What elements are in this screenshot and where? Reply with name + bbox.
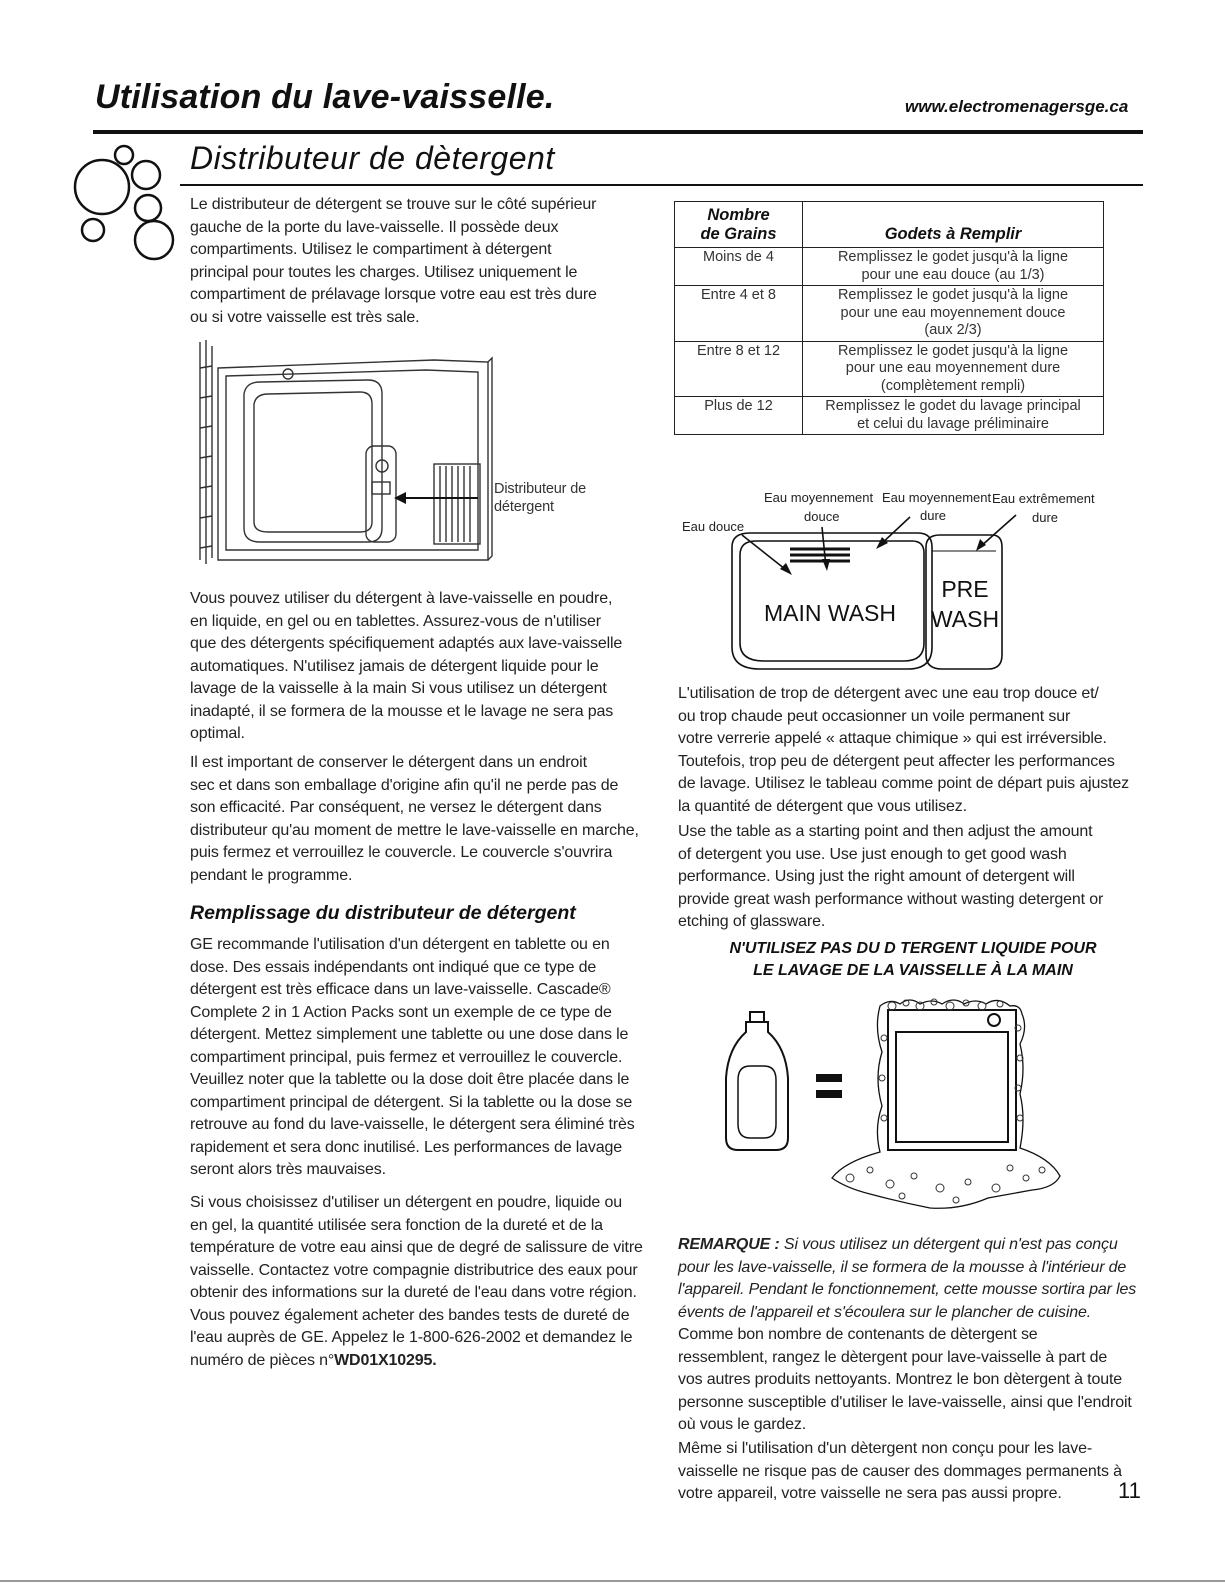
english-paragraph xyxy=(678,821,1103,934)
storage-paragraph xyxy=(190,752,639,887)
text-line: la quantité de détergent que vous utilisez. xyxy=(678,797,967,815)
overdose-paragraph xyxy=(678,683,1129,818)
text-line: compartiment de prélavage lorsque votre eau est très dure xyxy=(190,286,597,303)
text-line: automatiques. N'utilisez jamais de détergent liquide pour le xyxy=(190,657,599,675)
text-line: Vous pouvez également acheter des bandes tests de dureté de xyxy=(190,1306,630,1324)
text-line: etching of glassware. xyxy=(678,913,826,930)
cleanliness-paragraph xyxy=(678,1438,1122,1506)
page-title: Utilisation du lave-vaisselle. xyxy=(95,78,555,116)
text-line: vaisselle ne risque pas de causer des dommages permanents à xyxy=(678,1462,1122,1480)
recommendation-paragraph xyxy=(190,934,635,1182)
text-line: détergent est très efficace dans un lave-vaisselle. Cascade® xyxy=(190,981,611,998)
text-line: seront alors très mauvaises. xyxy=(190,1161,386,1178)
label-moy-douce-1: Eau moyennement xyxy=(764,490,874,505)
bottom-edge xyxy=(0,1580,1225,1582)
note-paragraph: REMARQUE : Si vous utilisez un détergent qui n'est pas conçu pour les lave-vaisselle, il se formera de la mousse à l'intérieur de l'appareil. Pendant le fonctionnement, cette mousse sortira par les évents de l'appareil et s'écoulera sur le plancher de cuisine. xyxy=(678,1234,1136,1324)
label-extreme-1: Eau extrêmement xyxy=(992,491,1095,506)
dispenser-cups-diagram xyxy=(680,487,1110,677)
text-line: compartiments. Utilisez le compartiment à détergent xyxy=(190,241,552,258)
text-line: Use the table as a starting point and then adjust the amount xyxy=(678,823,1093,840)
text-line: votre appareil, votre vaisselle ne sera pas aussi propre. xyxy=(678,1485,1062,1502)
section-rule xyxy=(180,184,1143,186)
part-number: WD01X10295. xyxy=(334,1351,437,1369)
table-row: Plus de 12 Remplissez le godet du lavage principal et celui du lavage préliminaire xyxy=(675,397,1104,435)
text-line: Veuillez noter que la tablette ou la dose doit être placée dans le xyxy=(190,1071,630,1088)
header-rule xyxy=(93,130,1143,134)
text-line: Comme bon nombre de contenants de dètergent se xyxy=(678,1326,1038,1343)
text-line: évents de l'appareil et s'écoulera sur le plancher de cuisine. xyxy=(678,1303,1092,1321)
text-line: Le distributeur de détergent se trouve sur le côté supérieur xyxy=(190,196,597,213)
text-line: inadapté, il se formera de la mousse et le lavage ne sera pas xyxy=(190,702,614,720)
text-line: Toutefois, trop peu de détergent peut affecter les performances xyxy=(678,752,1115,770)
dispenser-label: Distributeur de détergent xyxy=(494,481,587,515)
text-line: obtenir des informations sur la dureté de l'eau dans votre région. xyxy=(190,1284,637,1301)
label-wash: WASH xyxy=(930,606,1000,632)
text-line: compartiment principal de détergent. Si la tablette ou la dose se xyxy=(190,1093,633,1111)
text-line: compartiment principal, puis fermez et verrouillez le couvercle. xyxy=(190,1048,623,1066)
label-pre: PRE xyxy=(941,576,989,602)
warning-heading: N'UTILISEZ PAS DU D TERGENT LIQUIDE POUR LE LAVAGE DE LA VAISSELLE À LA MAIN xyxy=(729,940,1097,979)
website-url[interactable]: www.electromenagersge.ca xyxy=(905,97,1129,116)
text-line: rapidement et sera donc inutilisé. Les performances de lavage xyxy=(190,1138,622,1156)
intro-paragraph xyxy=(190,194,597,329)
text-line: optimal. xyxy=(190,725,245,742)
label-extreme-2: dure xyxy=(1032,510,1059,525)
text-line: de lavage. Utilisez le tableau comme point de départ puis ajustez xyxy=(678,775,1129,792)
label-moy-douce-2: douce xyxy=(804,509,840,524)
note-label: REMARQUE : xyxy=(678,1236,780,1253)
col-header-cups: Godets à Remplir xyxy=(803,202,1104,248)
text-line: puis fermez et verrouillez le couvercle. Le couvercle s'ouvrira xyxy=(190,844,613,861)
text-line: en liquide, en gel ou en tablettes. Assurez-vous de n'utiliser xyxy=(190,612,601,630)
text-line: détergent. Mettez simplement une tablette ou une dose dans le xyxy=(190,1026,629,1043)
label-moy-dure-2: dure xyxy=(920,508,947,523)
text-line: ressemblent, rangez le dètergent pour lave-vaisselle à part de xyxy=(678,1348,1108,1366)
text-line: principal pour toutes les charges. Utilisez uniquement le xyxy=(190,263,578,281)
text-line: personne susceptible d'utiliser le lave-vaisselle, ainsi que l'endroit xyxy=(678,1393,1132,1411)
text-line: of detergent you use. Use just enough to get good wash xyxy=(678,845,1067,863)
table-row: Moins de 4 Remplissez le godet jusqu'à la ligne pour une eau douce (au 1/3) xyxy=(675,248,1104,286)
col-header-grains: Nombre de Grains xyxy=(675,202,803,248)
text-line: pour les lave-vaisselle, il se formera de la mousse à l'intérieur de xyxy=(678,1258,1127,1276)
text-line: que des détergents spécifiquement adaptés aux lave-vaisselle xyxy=(190,635,623,652)
text-line: Vous pouvez utiliser du détergent à lave-vaisselle en poudre, xyxy=(190,590,613,607)
water-hardness-paragraph xyxy=(190,1192,643,1372)
text-line: dose. Des essais indépendants ont indiqué que ce type de xyxy=(190,958,597,976)
text-line: lavage de la vaisselle à la main Si vous utilisez un détergent xyxy=(190,680,607,697)
text-line: provide great wash performance without wasting detergent or xyxy=(678,890,1104,908)
dishwasher-door-illustration xyxy=(196,338,616,570)
text-line: l'appareil. Pendant le fonctionnement, cette mousse sortira par les xyxy=(678,1281,1137,1298)
text-line: GE recommande l'utilisation d'un détergent en tablette ou en xyxy=(190,936,610,953)
text-line: ou trop chaude peut occasionner un voile permanent sur xyxy=(678,707,1071,725)
text-line: en gel, la quantité utilisée sera fonction de la dureté et de la xyxy=(190,1216,603,1234)
text-line: Il est important de conserver le détergent dans un endroit xyxy=(190,754,587,771)
text-line: son efficacité. Par conséquent, ne versez le détergent dans xyxy=(190,799,602,816)
section-title: Distributeur de dètergent xyxy=(190,140,555,176)
text-line: pendant le programme. xyxy=(190,866,353,884)
table-row: Entre 4 et 8 Remplissez le godet jusqu'à la ligne pour une eau moyennement douce (aux 2/3) xyxy=(675,286,1104,342)
label-moy-dure-1: Eau moyennement xyxy=(882,490,992,505)
text-line: Si vous choisissez d'utiliser un détergent en poudre, liquide ou xyxy=(190,1194,622,1211)
text-line: numéro de pièces n°WD01X10295. xyxy=(190,1351,437,1369)
storage-safety-paragraph xyxy=(678,1324,1132,1437)
text-line: distributeur qu'au moment de mettre le lave-vaisselle en marche, xyxy=(190,821,639,839)
text-line: votre verrerie appelé « attaque chimique » qui est irréversible. xyxy=(678,730,1107,747)
bubbles-icon xyxy=(66,142,186,262)
label-main-wash: MAIN WASH xyxy=(763,600,897,626)
text-line: performance. Using just the right amount of detergent will xyxy=(678,868,1075,885)
grains-table xyxy=(674,201,1104,435)
label-eau-douce: Eau douce xyxy=(682,519,745,534)
text-line: où vous le gardez. xyxy=(678,1416,807,1433)
text-line: gauche de la porte du lave-vaisselle. Il possède deux xyxy=(190,218,559,236)
text-line: sec et dans son emballage d'origine afin qu'il ne perde pas de xyxy=(190,776,619,794)
text-line: Complete 2 in 1 Action Packs sont un exemple de ce type de xyxy=(190,1003,612,1021)
table-row: Entre 8 et 12 Remplissez le godet jusqu'à la ligne pour une eau moyennement dure (complètement rempli) xyxy=(675,341,1104,397)
text-line: ou si votre vaisselle est très sale. xyxy=(190,308,420,326)
subheading: Remplissage du distributeur de détergent xyxy=(190,902,576,924)
text-line: L'utilisation de trop de détergent avec une eau trop douce et/ xyxy=(678,685,1099,702)
text-line: l'eau auprès de GE. Appelez le 1-800-626-2002 et demandez le xyxy=(190,1329,633,1346)
liquid-detergent-warning-illustration xyxy=(720,998,1100,1228)
text-line: vos autres produits nettoyants. Montrez le bon dètergent à toute xyxy=(678,1371,1123,1388)
table-header-row xyxy=(675,202,1104,248)
text-line: retrouve au fond du lave-vaisselle, le détergent sera éliminé très xyxy=(190,1116,635,1133)
text-line: température de votre eau ainsi que de degré de salissure de vitre xyxy=(190,1239,643,1256)
text-line: Même si l'utilisation d'un dètergent non conçu pour les lave- xyxy=(678,1440,1093,1457)
text-line: vaisselle. Contactez votre compagnie distributrice des eaux pour xyxy=(190,1261,638,1279)
detergent-types-paragraph xyxy=(190,588,622,746)
page-number: 11 xyxy=(1118,1478,1141,1503)
